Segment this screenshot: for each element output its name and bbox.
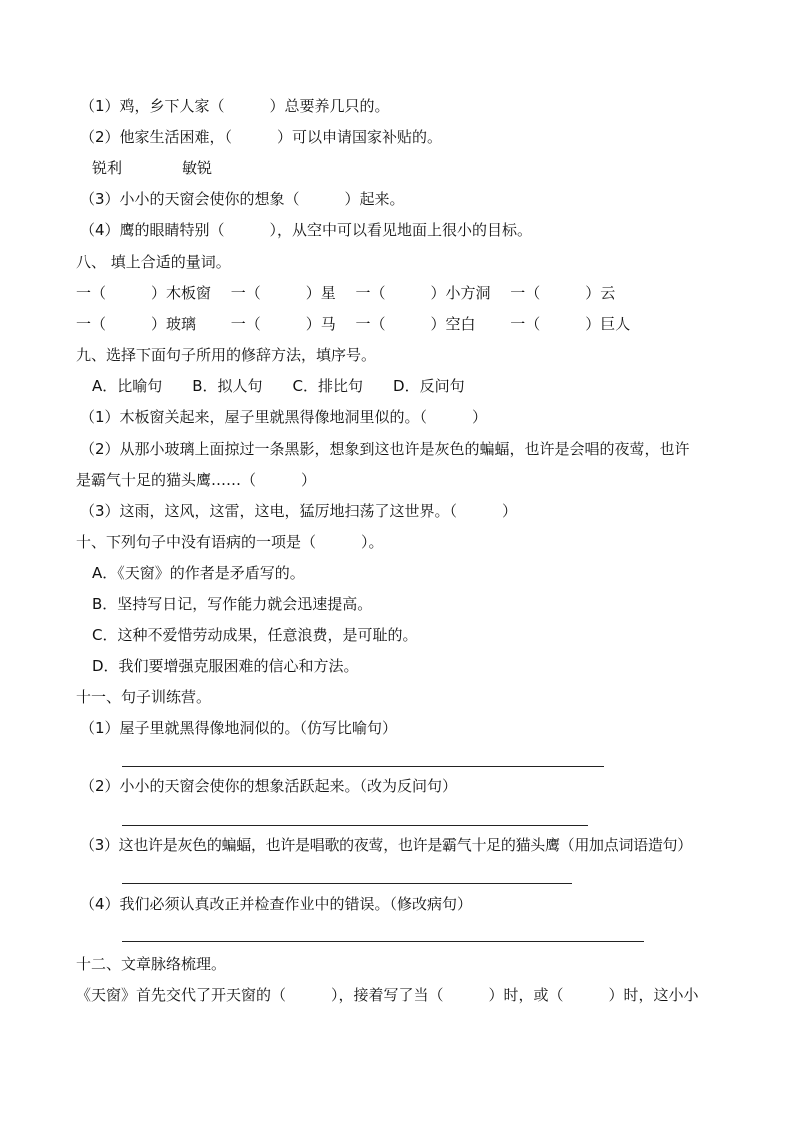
section-12-title: 十二、文章脉络梳理。 xyxy=(76,955,227,973)
q7-item-1: （1）鸡，乡下人家（ ）总要养几只的。 xyxy=(80,97,390,115)
q9-item-1: （1）木板窗关起来，屋子里就黑得像地洞里似的。（ ） xyxy=(80,408,488,426)
q9-options: A．比喻句 B．拟人句 C．排比句 D．反问句 xyxy=(92,377,465,395)
q9-item-3: （3）这雨，这风，这雷，这电，猛厉地扫荡了这世界。（ ） xyxy=(80,502,518,520)
q10-option-a: A．《天窗》的作者是矛盾写的。 xyxy=(92,564,305,582)
q9-item-2-line-2: 是霸气十足的猫头鹰……（ ） xyxy=(76,471,317,489)
q10-option-c: C．这种不爱惜劳动成果，任意浪费，是可耻的。 xyxy=(92,626,418,644)
q11-answer-line-3[interactable] xyxy=(122,883,572,884)
section-11-title: 十一、句子训练营。 xyxy=(76,688,212,706)
q8-row-2: 一（ ）玻璃 一（ ）马 一（ ）空白 一（ ）巨人 xyxy=(76,315,631,333)
q11-item-1: （1）屋子里就黑得像地洞似的。（仿写比喻句） xyxy=(80,719,398,737)
q7-item-3: （3）小小的天窗会使你的想象（ ）起来。 xyxy=(80,190,405,208)
q10-option-b: B．坚持写日记，写作能力就会迅速提高。 xyxy=(92,595,373,613)
q11-item-4: （4）我们必须认真改正并检查作业中的错误。（修改病句） xyxy=(80,895,473,913)
q9-item-2-line-1: （2）从那小玻璃上面掠过一条黑影，想象到这也许是灰色的蝙蝠，也许是会唱的夜莺，也许 xyxy=(80,440,690,458)
q12-item-1: 《天窗》首先交代了开天窗的（ ），接着写了当（ ）时，或（ ）时，这小小 xyxy=(76,986,699,1004)
q7-item-4: （4）鹰的眼睛特别（ ），从空中可以看见地面上很小的目标。 xyxy=(80,221,533,239)
q11-item-3: （3）这也许是灰色的蝙蝠，也许是唱歌的夜莺，也许是霸气十足的猫头鹰（用加点词语造句） xyxy=(80,836,692,854)
q8-row-1: 一（ ）木板窗 一（ ）星 一（ ）小方洞 一（ ）云 xyxy=(76,284,616,302)
q10-option-d: D．我们要增强克服困难的信心和方法。 xyxy=(92,657,359,675)
q11-answer-line-2[interactable] xyxy=(122,825,588,826)
section-8-title: 八、 填上合适的量词。 xyxy=(76,253,231,271)
section-10-title: 十、下列句子中没有语病的一项是（ ）。 xyxy=(76,533,384,551)
q7-word-choices: 锐利 敏锐 xyxy=(92,159,213,177)
section-9-title: 九、选择下面句子所用的修辞方法，填序号。 xyxy=(76,346,377,364)
q11-answer-line-1[interactable] xyxy=(122,766,604,767)
q11-item-2: （2）小小的天窗会使你的想象活跃起来。（改为反问句） xyxy=(80,777,458,795)
q7-item-2: （2）他家生活困难，（ ）可以申请国家补贴的。 xyxy=(80,128,443,146)
q11-answer-line-4[interactable] xyxy=(122,941,644,942)
